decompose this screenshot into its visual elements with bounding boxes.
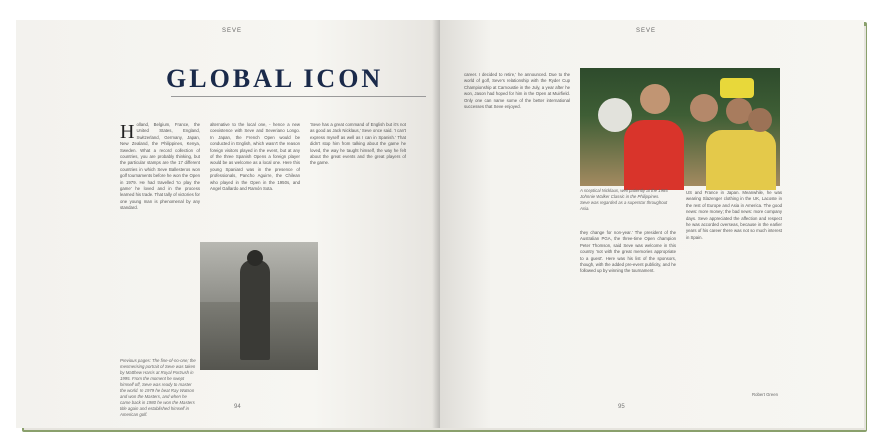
text-column-2 xyxy=(210,122,300,240)
column-text: alternative to the local one, - hence a new coexistence with Seve and Severiano Longo. In Japan, the French Open would be conducted in English, which wasn't the reason foreign visitors played in the event, but at any of the three Spanish Opens a foreign player would be as welcome as a local one. Here this young Spaniard was in the presence of professionals, Pancho Aguirre, the Chilean who played in the Open in the 1950s, and Angel Gallardo and Ramón Sota. xyxy=(210,122,300,192)
text-column-1 xyxy=(464,72,570,402)
text-column-3 xyxy=(686,190,782,390)
crowd-photo xyxy=(580,68,780,186)
golfer-figure xyxy=(240,260,270,360)
page-number: 94 xyxy=(234,404,241,410)
text-column-3 xyxy=(310,122,406,382)
photo-caption: Previous pages: The fine-of-no-one; the mesmerising portrait of Seve was taken by Matthew Harris at Royal Portrush in 1995. From the moment he swept himself off, Seve was ready to master the world. In 1979 he beat Ray Watson and won the Masters, and when he came back in 1980 he won the Masters title again and established himself in American golf. xyxy=(120,358,196,417)
text-column-1 xyxy=(120,122,200,352)
column-text: career. I decided to retire,' he announced. Due to the world of golf, Seve's relationship with the Ryder Cup Championship at Carnoustie in the July, a year after he won, Jason had hoped for him in the Open at Muirfield. Only one can name some of the better international successes that Seve enjoyed. xyxy=(464,72,570,110)
column-text: they change for non-year.' The president of the Australian PGA, the three-time Open champion Peter Thomson, said Seve was welcome in this country 'not with the great memories appropriate to a guest'. Here was his list of the sponsors, though, with the added pre-event publicity, and he followed up by winning the tournament. xyxy=(580,230,676,274)
column-text: US and France in Japan. Meanwhile, he was wearing Slazenger clothing in the UK, Lacoste in the rest of Europe and Asia in America. The good news: more money; the bad news: more company days. Seve appreciated the affection and respect he was accorded overseas, because in the earlier years of his career there was not so much interest in Spain. xyxy=(686,190,782,240)
text-column-2 xyxy=(580,230,676,402)
column-text: 'Seve has a great command of English but it's not as good as Jack Nicklaus,' Seve once said. 'I can't express myself as well as I can in Spanish.' That didn't stop him from talking about the game he loved, the way he taught himself, the way he felt about the great events and the great players of the game. xyxy=(310,122,406,166)
column-text: olland, Belgium, France, the United States, England, Switzerland, Germany, Japan, New Zealand, the Philippines, Kenya, Sweden. What a record collection of countries, you are probably thinking, but the particular stamps are the 17 different countries in which Seve Ballesteros won golf tournaments before he won the Open in 1979. He had travelled 'to play the game' he loved and in the process learned his trade. That tally of victories for one young man is phenomenal by any standard. xyxy=(120,122,200,211)
photo-caption: A sceptical Nicklaus, well patiently at the 1985 Johnnie Walker Classic in the Philippines. Seve was regarded as a superstar throughout Asia. xyxy=(580,188,668,211)
left-page xyxy=(16,20,440,428)
page-title: GLOBAL ICON xyxy=(166,64,384,93)
byline: Robert Green xyxy=(752,392,779,397)
running-head: SEVE xyxy=(636,28,657,34)
right-page xyxy=(440,20,864,428)
title-rule xyxy=(171,96,426,97)
page-number: 95 xyxy=(618,404,625,410)
golfer-photo xyxy=(200,242,318,370)
drop-cap: H xyxy=(120,121,135,143)
running-head: SEVE xyxy=(222,28,243,34)
